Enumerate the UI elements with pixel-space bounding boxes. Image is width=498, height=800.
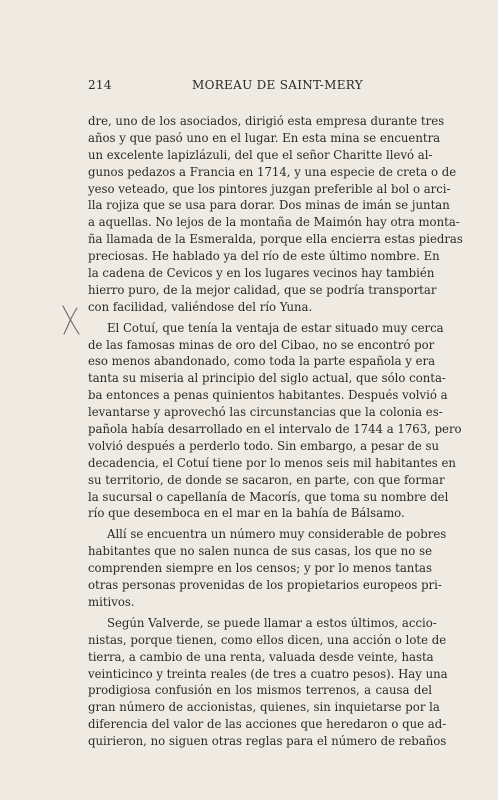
text-line: hierro puro, de la mejor calidad, que se podría transportar [88, 282, 437, 297]
text-line: río que desemboca en el mar en la bahía de Bálsamo. [88, 506, 405, 521]
text-line: la cadena de Cevicos y en los lugares vecinos hay también [88, 266, 435, 281]
text-line: Según Valverde, se puede llamar a estos últimos, accio- [107, 615, 437, 630]
text-line: ña llamada de la Esmeralda, porque ella encierra estas piedras [88, 232, 463, 247]
paragraph [88, 526, 447, 610]
paragraph [88, 615, 448, 750]
text-line: lla rojiza que se usa para dorar. Dos minas de imán se juntan [88, 198, 450, 213]
text-line: decadencia, el Cotuí tiene por lo menos seis mil habitantes en [88, 455, 456, 470]
page-header [88, 78, 432, 94]
body-text [88, 113, 463, 750]
handwritten-x-mark [60, 304, 82, 336]
text-line: El Cotuí, que tenía la ventaja de estar situado muy cerca [107, 320, 444, 335]
text-line: nistas, porque tienen, como ellos dicen, una acción o lote de [88, 632, 447, 647]
text-line: ba entonces a penas quinientos habitantes. Después volvió a [88, 388, 448, 403]
text-line: tierra, a cambio de una renta, valuada desde veinte, hasta [88, 649, 434, 664]
text-line: eso menos abandonado, como toda la parte española y era [88, 354, 436, 369]
text-line: habitantes que no salen nunca de sus casas, los que no se [88, 544, 432, 559]
text-line: a aquellas. No lejos de la montaña de Maimón hay otra monta- [88, 215, 460, 230]
page-number: 214 [88, 78, 112, 92]
text-line: pañola había desarrollado en el intervalo de 1744 a 1763, pero [88, 422, 462, 437]
text-line: preciosas. He hablado ya del río de este último nombre. En [88, 249, 440, 264]
text-line: prodigiosa confusión en los mismos terrenos, a causa del [88, 683, 432, 698]
text-line: de las famosas minas de oro del Cibao, no se encontró por [88, 337, 435, 352]
text-line: Allí se encuentra un número muy considerable de pobres [107, 527, 447, 542]
text-line: quirieron, no siguen otras reglas para el número de rebaños [88, 734, 447, 749]
text-line: dre, uno de los asociados, dirigió esta empresa durante tres [88, 114, 445, 128]
text-line: tanta su miseria al principio del siglo actual, que sólo conta- [88, 371, 446, 386]
text-line: diferencia del valor de las acciones que heredaron o que ad- [88, 717, 447, 732]
paragraph [88, 320, 462, 523]
text-line: veinticinco y treinta reales (de tres a cuatro pesos). Hay una [88, 666, 448, 681]
text-line: un excelente lapizlázuli, del que el señor Charitte llevó al- [88, 147, 433, 162]
text-line: comprenden siempre en los censos; y por lo menos tantas [88, 561, 432, 576]
text-line: años y que pasó uno en el lugar. En esta mina se encuentra [88, 130, 441, 145]
text-line: la sucursal o capellanía de Macorís, que toma su nombre del [88, 489, 449, 504]
text-line: gunos pedazos a Francia en 1714, y una especie de creta o de [88, 164, 457, 179]
paragraph [88, 113, 463, 316]
text-line: su territorio, de donde se sacaron, en parte, con que formar [88, 472, 445, 487]
running-head: MOREAU DE SAINT-MERY [192, 78, 363, 92]
text-line: mitivos. [88, 594, 135, 609]
text-line: yeso veteado, que los pintores juzgan preferible al bol o arci- [88, 181, 451, 196]
text-line: gran número de accionistas, quienes, sin inquietarse por la [88, 700, 440, 715]
text-line: levantarse y aprovechó las circunstancias que la colonia es- [88, 405, 443, 420]
text-line: otras personas provenidas de los propietarios europeos pri- [88, 578, 442, 593]
text-line: volvió después a perderlo todo. Sin embargo, a pesar de su [88, 438, 440, 453]
text-line: con facilidad, valiéndose del río Yuna. [88, 299, 313, 314]
